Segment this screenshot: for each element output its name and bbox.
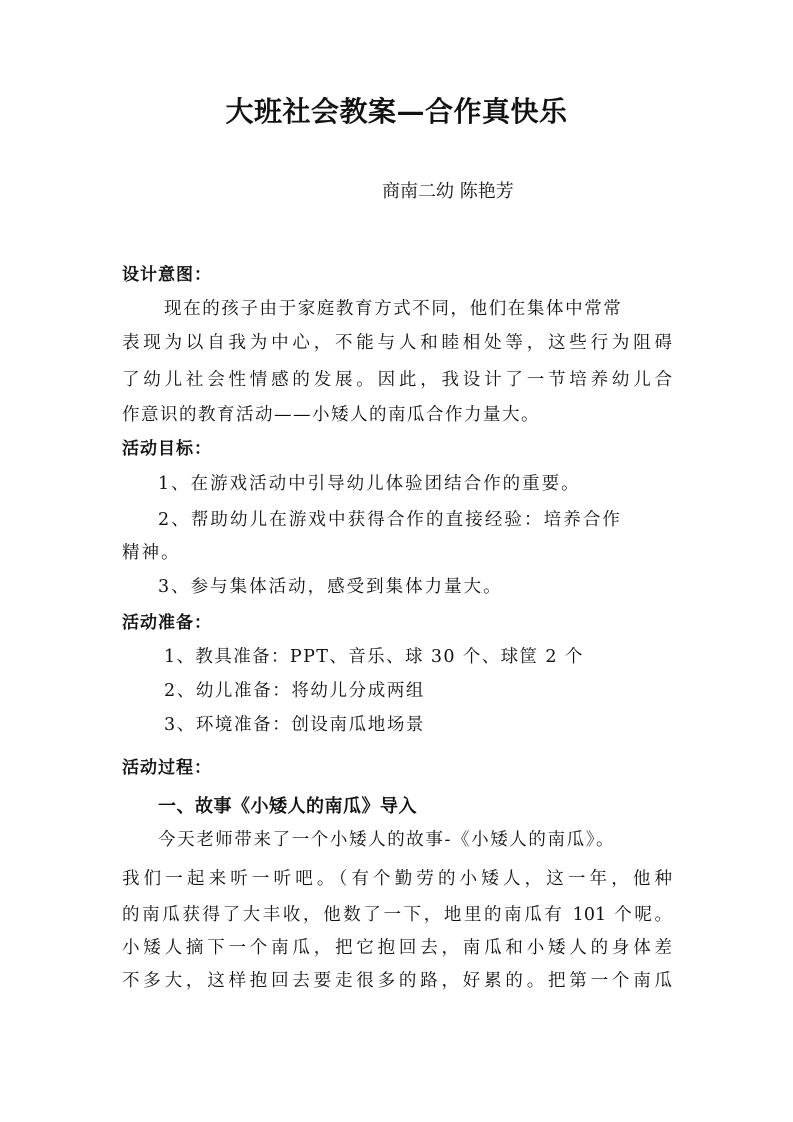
process-line-3: 的南瓜获得了大丰收，他数了一下，地里的南瓜有 101 个呢。 — [122, 905, 672, 925]
process-line-5: 不多大，这样抱回去要走很多的路，好累的。把第一个南瓜 — [122, 971, 672, 991]
author-line: 商南二幼 陈艳芳 — [382, 181, 514, 202]
preparation-line-3: 3、环境准备：创设南瓜地场景 — [164, 715, 426, 735]
process-line-1: 今天老师带来了一个小矮人的故事-《小矮人的南瓜》。 — [158, 830, 616, 850]
goal-line-2: 2、帮助幼儿在游戏中获得合作的直接经验：培养合作 — [158, 510, 623, 530]
document-title: 大班社会教案—合作真快乐 — [225, 95, 568, 128]
process-line-2: 我们一起来听一听吧。（有个勤劳的小矮人，这一年，他种 — [122, 869, 672, 889]
goal-line-1: 1、在游戏活动中引导幼儿体验团结合作的重要。 — [158, 474, 581, 494]
preparation-line-1: 1、教具准备：PPT、音乐、球 30 个、球筐 2 个 — [164, 647, 584, 667]
process-heading: 活动过程： — [122, 758, 212, 778]
design-intent-line-4: 作意识的教育活动——小矮人的南瓜合作力量大。 — [122, 405, 540, 425]
preparation-heading: 活动准备： — [122, 613, 212, 633]
goal-line-4: 3、参与集体活动，感受到集体力量大。 — [158, 577, 503, 597]
design-intent-line-1: 现在的孩子由于家庭教育方式不同，他们在集体中常常 — [164, 299, 623, 319]
process-line-4: 小矮人摘下一个南瓜，把它抱回去，南瓜和小矮人的身体差 — [122, 938, 672, 958]
preparation-line-2: 2、幼儿准备：将幼儿分成两组 — [164, 681, 426, 701]
process-subheading: 一、故事《小矮人的南瓜》导入 — [158, 796, 417, 817]
design-intent-line-3: 了幼儿社会性情感的发展。因此，我设计了一节培养幼儿合 — [122, 370, 672, 390]
design-intent-heading: 设计意图： — [122, 265, 212, 285]
design-intent-line-2: 表现为以自我为中心，不能与人和睦相处等，这些行为阻碍 — [122, 333, 672, 353]
goals-heading: 活动目标： — [122, 439, 212, 459]
goal-line-3: 精神。 — [122, 543, 181, 563]
